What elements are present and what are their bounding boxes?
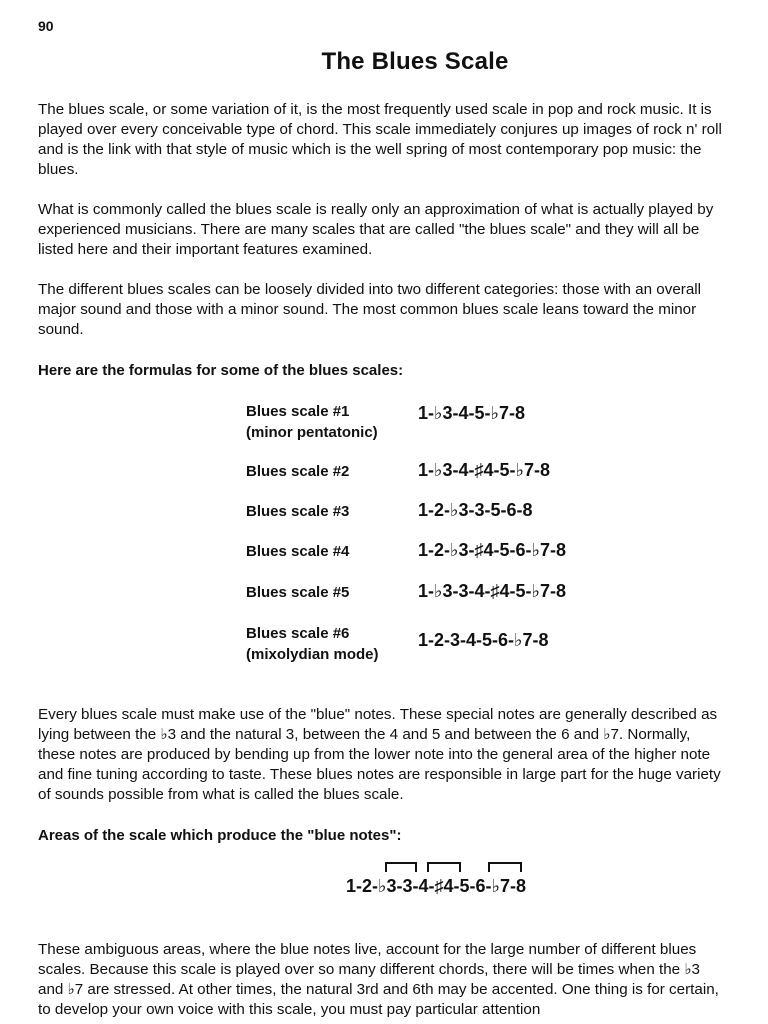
scale-formula: 1-2-♭3-♯4-5-6-♭7-8 [418, 540, 567, 560]
ambiguous-areas-paragraph: These ambiguous areas, where the blue notes live, account for the large number of different blues scales. Because this scale is played over so many different chords, there will be times when the ♭3 and ♭7 are stressed. At other times, the natural 3rd and 6th may be accented. One thing is for certain, to develop your own voice with this scale, you must pay particular attention [38, 941, 719, 1018]
scale-subtitle: (minor pentatonic) [246, 424, 378, 441]
approximation-paragraph: What is commonly called the blues scale is really only an approximation of what is actually played by experienced musicians. There are many scales that are called "the blues scale" and they will all be listed here and their important features examined. [38, 201, 714, 258]
scale-subtitle: (mixolydian mode) [246, 646, 379, 663]
scale-formula: 1-♭3-3-4-♯4-5-♭7-8 [418, 581, 567, 601]
blue-notes-paragraph: Every blues scale must make use of the "blue" notes. These special notes are generally described as lying between the ♭3 and the natural 3, between the 4 and 5 and between the 6 and ♭7. Normally, these notes are produced by bending up from the lower note into the general area of the higher note and fine tuning according to taste. These blues notes are responsible in large part for the huge variety of sounds possible from what is called the blues scale. [38, 706, 721, 803]
scale-name: Blues scale #1 [246, 403, 350, 420]
scale-formula: 1-2-♭3-3-5-6-8 [418, 500, 533, 520]
scale-name-block [246, 401, 416, 443]
scale-name: Blues scale #3 [246, 503, 350, 520]
scale-formula: 1-♭3-4-♯4-5-♭7-8 [418, 460, 551, 480]
bracket-4-to-5 [428, 863, 460, 872]
scale-formula: 1-♭3-4-5-♭7-8 [418, 403, 526, 423]
areas-heading: Areas of the scale which produce the "blue notes": [38, 827, 402, 844]
scale-name-block [246, 623, 416, 665]
page-number: 90 [38, 18, 54, 34]
scale-formula: 1-2-3-4-5-6-♭7-8 [418, 630, 549, 650]
scale-name: Blues scale #2 [246, 463, 350, 480]
blue-note-brackets [346, 858, 546, 874]
bracket-6-to-b7 [489, 863, 521, 872]
formulas-heading: Here are the formulas for some of the blues scales: [38, 362, 404, 379]
bracket-b3-to-3 [386, 863, 416, 872]
scale-name: Blues scale #4 [246, 543, 350, 560]
scale-name: Blues scale #5 [246, 584, 350, 601]
scale-name: Blues scale #6 [246, 625, 350, 642]
intro-paragraph: The blues scale, or some variation of it, is the most frequently used scale in pop and rock music. It is played over every conceivable type of chord. This scale immediately conjures up images of rock n' roll and is the link with that style of music which is the well spring of most contemporary pop music: the blues. [38, 101, 722, 178]
blue-notes-diagram [346, 858, 606, 904]
categories-paragraph: The different blues scales can be loosely divided into two different categories: those with an overall major sound and those with a minor sound. The most common blues scale leans toward the minor sound. [38, 281, 702, 338]
page-title: The Blues Scale [321, 48, 509, 75]
blue-notes-formula: 1-2-♭3-3-4-♯4-5-6-♭7-8 [346, 876, 527, 896]
